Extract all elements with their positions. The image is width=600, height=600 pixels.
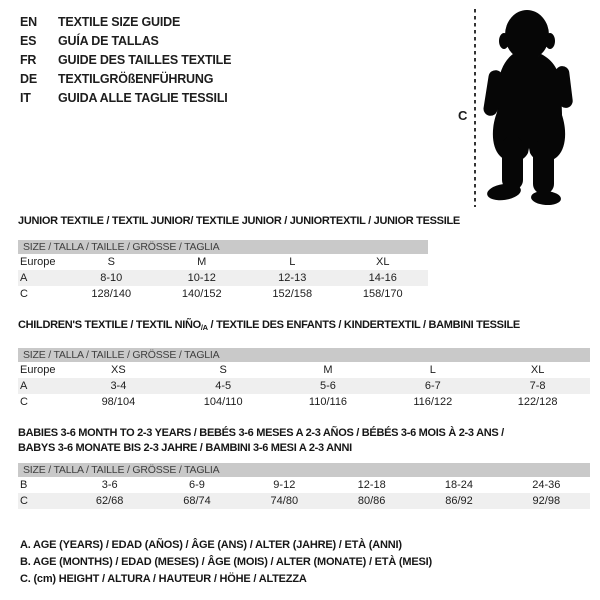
language-code: EN xyxy=(20,15,37,29)
size-cell: 158/170 xyxy=(362,288,403,300)
size-cell: M xyxy=(197,256,207,268)
row-label: C xyxy=(20,288,28,300)
title-text: CHILDREN'S TEXTILE / TEXTIL NIÑO xyxy=(18,319,201,331)
footnote-a: A. AGE (YEARS) / EDAD (AÑOS) / ÂGE (ANS) / ALTER (JAHRE) / ETÀ (ANNI) xyxy=(20,539,402,551)
title-text: / TEXTILE DES ENFANTS / KINDERTEXTIL / BAMBINI TESSILE xyxy=(207,319,520,331)
size-cell: 7-8 xyxy=(529,380,546,392)
row-label: Europe xyxy=(20,256,56,268)
size-header-bar: SIZE / TALLA / TAILLE / GRÖSSE / TAGLIA xyxy=(18,463,590,477)
table-row xyxy=(18,286,428,302)
size-cell: L xyxy=(289,256,296,268)
childrens-textile-section xyxy=(18,318,590,410)
title-subscript: /A xyxy=(200,323,208,332)
size-cell: L xyxy=(429,364,436,376)
size-cell: 9-12 xyxy=(273,479,296,491)
footnote-b: B. AGE (MONTHS) / EDAD (MESES) / ÂGE (MOIS) / ALTER (MONATE) / ETÀ (MESI) xyxy=(20,556,432,568)
table-row xyxy=(18,378,590,394)
footnote-c: C. (cm) HEIGHT / ALTURA / HAUTEUR / HÖHE / ALTEZZA xyxy=(20,573,307,585)
footnotes-block xyxy=(20,537,432,588)
title-line: BABIES 3-6 MONTH TO 2-3 YEARS / BEBÉS 3-6 MESES A 2-3 AÑOS / BÉBÉS 3-6 MOIS À 2-3 ANS / xyxy=(18,427,504,439)
babies-size-table xyxy=(18,477,590,509)
table-row xyxy=(18,394,590,410)
size-cell: 18-24 xyxy=(444,479,474,491)
size-cell: 122/128 xyxy=(517,396,558,408)
size-cell: 92/98 xyxy=(532,495,561,507)
row-label: A xyxy=(20,380,28,392)
row-label: C xyxy=(20,495,28,507)
baby-silhouette-icon xyxy=(483,8,575,208)
size-cell: 3-4 xyxy=(110,380,127,392)
size-cell: 14-16 xyxy=(368,272,397,284)
size-cell: 128/140 xyxy=(91,288,132,300)
size-cell: 12-13 xyxy=(278,272,307,284)
size-header-bar: SIZE / TALLA / TAILLE / GRÖSSE / TAGLIA xyxy=(18,348,590,362)
language-code: ES xyxy=(20,34,37,48)
size-cell: M xyxy=(323,364,333,376)
size-cell: 140/152 xyxy=(181,288,222,300)
language-row xyxy=(20,51,231,70)
language-row xyxy=(20,32,231,51)
size-cell: 8-10 xyxy=(100,272,123,284)
table-row xyxy=(18,270,428,286)
size-cell: 110/116 xyxy=(308,396,348,408)
table-row xyxy=(18,493,590,509)
size-cell: 80/86 xyxy=(357,495,386,507)
language-label: GUÍA DE TALLAS xyxy=(58,34,159,48)
babies-textile-section xyxy=(18,426,590,509)
title-line: BABYS 3-6 MONATE BIS 2-3 JAHRE / BAMBINI 3-6 MESI A 2-3 ANNI xyxy=(18,442,352,454)
row-label: Europe xyxy=(20,364,56,376)
size-cell: 98/104 xyxy=(101,396,136,408)
row-label: A xyxy=(20,272,28,284)
height-measure-label: C xyxy=(458,108,468,123)
language-title-block xyxy=(20,13,231,108)
junior-textile-section xyxy=(18,214,460,302)
table-title xyxy=(18,318,590,335)
language-label: GUIDE DES TAILLES TEXTILE xyxy=(58,53,232,67)
size-cell: S xyxy=(219,364,227,376)
language-label: TEXTILGRÖßENFÜHRUNG xyxy=(58,72,214,86)
size-cell: 152/158 xyxy=(272,288,313,300)
size-cell: XL xyxy=(376,256,390,268)
size-cell: XS xyxy=(111,364,126,376)
size-cell: 6-7 xyxy=(424,380,441,392)
size-cell: 68/74 xyxy=(183,495,211,507)
table-title: JUNIOR TEXTILE / TEXTIL JUNIOR/ TEXTILE JUNIOR / JUNIORTEXTIL / JUNIOR TESSILE xyxy=(18,215,460,227)
size-cell: 6-9 xyxy=(189,479,205,491)
size-cell: 104/110 xyxy=(203,396,243,408)
height-dashed-line xyxy=(473,9,477,207)
size-cell: 3-6 xyxy=(101,479,118,491)
language-row xyxy=(20,13,231,32)
size-cell: 12-18 xyxy=(357,479,386,491)
language-code: IT xyxy=(20,91,31,105)
junior-size-table xyxy=(18,254,428,302)
language-row xyxy=(20,70,231,89)
size-cell: XL xyxy=(530,364,545,376)
size-cell: 116/122 xyxy=(413,396,453,408)
language-label: TEXTILE SIZE GUIDE xyxy=(58,15,181,29)
size-cell: 10-12 xyxy=(187,272,216,284)
size-header-bar: SIZE / TALLA / TAILLE / GRÖSSE / TAGLIA xyxy=(18,240,428,254)
size-cell: 62/68 xyxy=(95,495,124,507)
childrens-size-table xyxy=(18,362,590,410)
size-cell: S xyxy=(107,256,115,268)
size-cell: 74/80 xyxy=(270,495,299,507)
table-title xyxy=(18,426,590,456)
row-label: C xyxy=(20,396,28,408)
table-row xyxy=(18,362,590,378)
language-code: FR xyxy=(20,53,37,67)
language-code: DE xyxy=(20,72,37,86)
table-row xyxy=(18,254,428,270)
row-label: B xyxy=(20,479,28,491)
size-cell: 4-5 xyxy=(215,380,232,392)
language-row xyxy=(20,89,231,108)
size-cell: 86/92 xyxy=(445,495,473,507)
language-label: GUIDA ALLE TAGLIE TESSILI xyxy=(58,91,228,105)
size-cell: 24-36 xyxy=(532,479,561,491)
table-row xyxy=(18,477,590,493)
size-cell: 5-6 xyxy=(320,380,336,392)
